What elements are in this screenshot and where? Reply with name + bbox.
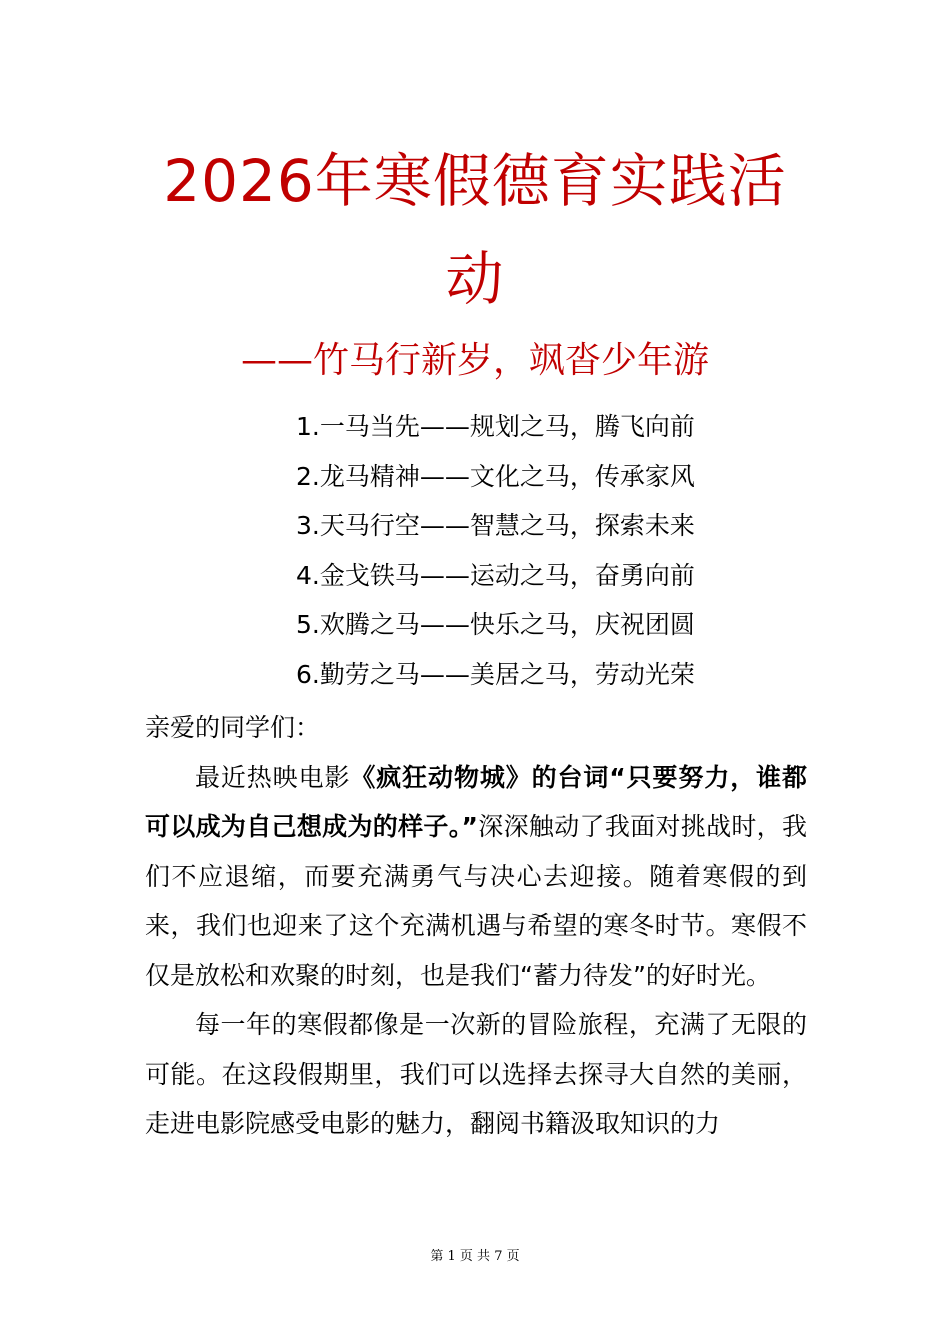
document-subtitle: ——竹马行新岁，飒沓少年游 bbox=[240, 340, 709, 381]
page-number: 第 1 页 共 7 页 bbox=[430, 1249, 520, 1264]
activity-list bbox=[296, 402, 766, 700]
activity-item: 4.金戈铁马——运动之马，奋勇向前 bbox=[296, 560, 695, 590]
paragraph-1-suffix: 深深触动了我面对挑战时，我们不应退缩，而要充满勇气与决心去迎接。随着寒假的到来，我们也迎来了这个充满机遇与希望的寒冬时节。寒假不仅是放松和欢聚的时刻，也是我们“蓄力待发”的好时光。 bbox=[145, 812, 807, 990]
paragraph-2: 每一年的寒假都像是一次新的冒险旅程，充满了无限的可能。在这段假期里，我们可以选择去探寻大自然的美丽，走进电影院感受电影的魅力，翻阅书籍汲取知识的力 bbox=[145, 1010, 807, 1138]
activity-item: 6.勤劳之马——美居之马，劳动光荣 bbox=[296, 659, 695, 689]
document-title: 2026年寒假德育实践活动 bbox=[163, 147, 787, 313]
paragraph-1-prefix: 最近热映电影 bbox=[195, 762, 351, 792]
activity-item: 2.龙马精神——文化之马，传承家风 bbox=[296, 461, 695, 491]
activity-item: 3.天马行空——智慧之马，探索未来 bbox=[296, 511, 695, 541]
activity-item: 5.欢腾之马——快乐之马，庆祝团圆 bbox=[296, 610, 695, 640]
paragraph-1 bbox=[145, 753, 807, 1001]
letter-body bbox=[145, 703, 807, 1149]
movie-quote: 《疯狂动物城》的台词“只要努力，谁都可以成为自己想成为的样子。” bbox=[145, 762, 807, 841]
greeting: 亲爱的同学们： bbox=[145, 713, 321, 742]
activity-item: 1.一马当先——规划之马，腾飞向前 bbox=[296, 412, 695, 441]
